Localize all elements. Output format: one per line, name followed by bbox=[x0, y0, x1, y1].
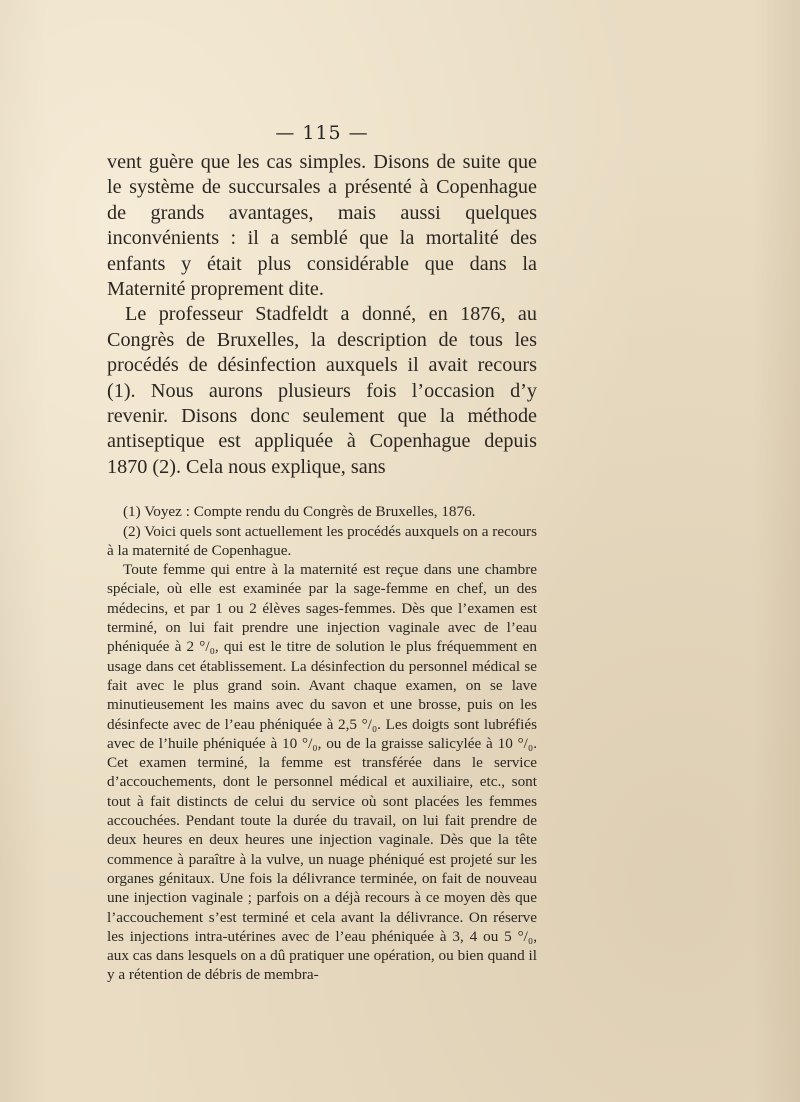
footnotes bbox=[107, 502, 537, 984]
footnote-2: (2) Voici quels sont actuellement les procédés auxquels on a recours à la maternité de Copenhague. bbox=[107, 522, 537, 559]
footnote-1: (1) Voyez : Compte rendu du Congrès de Bruxelles, 1876. bbox=[123, 503, 476, 521]
page-number: — 115 — bbox=[275, 122, 369, 144]
paragraph-continued: vent guère que les cas simples. Disons de suite que le système de succursales a présenté à Copenhague de grands avantages, mais aussi quelques inconvénients : il a semblé que la mortalité des enfants y était plus considérable que dans la Maternité proprement dite. bbox=[107, 151, 537, 301]
footnote-2-continuation: Toute femme qui entre à la maternité est reçue dans une chambre spéciale, où elle est examinée par la sage-femme en chef, un des médecins, et par 1 ou 2 élèves sages-femmes. Dès que l’examen est terminé, on lui fait prendre une injection vaginale avec de l’eau phéniquée à 2 °/₀, qui est le titre de solution le plus fréquemment en usage dans cet établissement. La désinfection du personnel médical se fait avec le plus grand soin. Avant chaque examen, on se lave minutieusement les mains avec du savon et une brosse, puis on les désinfecte avec de l’eau phéniquée à 2,5 °/₀. Les doigts sont lubréfiés avec de l’huile phéniquée à 10 °/₀, ou de la graisse salicylée à 10 °/₀. Cet examen terminé, la femme est transférée dans le service d’accouchements, dont le personnel médical et auxiliaire, etc., sont tout à fait distincts de celui du service où sont placées les femmes accouchées. Pendant toute la durée du travail, on lui fait prendre de deux heures en deux heures une injection vaginale. Dès que la tête commence à paraître à la vulve, un nuage phéniqué est projeté sur les organes génitaux. Une fois la délivrance terminée, on fait de nouveau une injection vaginale ; parfois on a déjà recours à ce moyen dès que l’accouchement s’est terminé et cela avant la délivrance. On réserve les injections intra-utérines avec de l’eau phéniquée à 3, 4 ou 5 °/₀, aux cas dans lesquels on a dû pratiquer une opération, ou bien quand il y a rétention de débris de membra- bbox=[107, 561, 537, 984]
main-text bbox=[107, 150, 537, 480]
paragraph-stadfeldt: Le professeur Stadfeldt a donné, en 1876, au Congrès de Bruxelles, la description de tous les procédés de désinfection auxquels il avait recours (1). Nous aurons plusieurs fois l’occasion d’y revenir. Disons donc seulement que la méthode antiseptique est appliquée à Copenhague depuis 1870 (2). Cela nous explique, sans bbox=[107, 303, 537, 478]
book-page bbox=[107, 120, 537, 985]
